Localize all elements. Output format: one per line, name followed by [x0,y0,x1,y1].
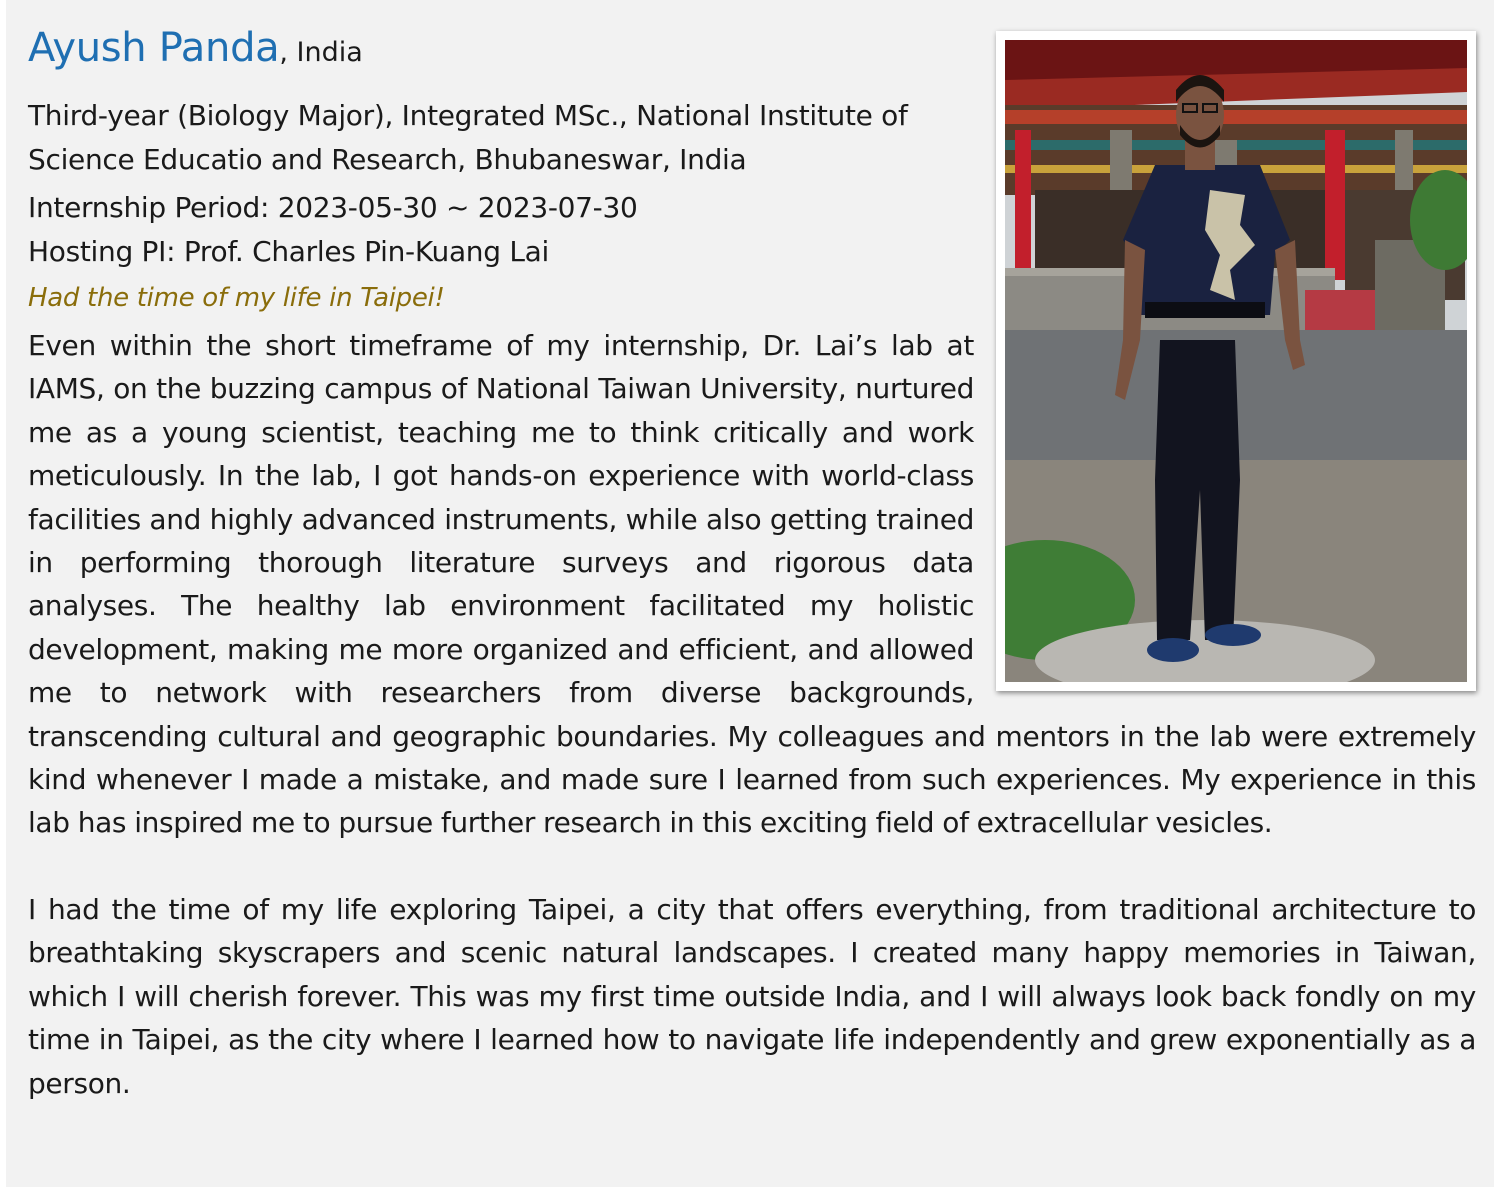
person-name: Ayush Panda [28,25,280,71]
internship-period: Internship Period: 2023-05-30 ~ 2023-07-30 [28,191,638,224]
body-paragraph: Even within the short timeframe of my internship, Dr. Lai’s lab at IAMS, on the buzzing campus of National Taiwan University, nurtured me as a young scientist, teaching me to think critically and work meticulously. In the lab, I got hands-on experience with world-class facilities and highly advanced instruments, while also getting trained in performing thorough literature surveys and rigorous data analyses. The healthy lab environment facilitated my holistic development, making me more organized and efficient, and allowed me to network with researchers from diverse backgrounds, transcending cultural and geographic boundaries. My colleagues and mentors in the lab were extremely kind whenever I made a mistake, and made sure I learned from such experiences. My experience in this lab has inspired me to pursue further research in this exciting field of extracellular vesicles. [28,329,1476,840]
affiliation-text: Third-year (Biology Major), Integrated MSc., National Institute of Science Educatio and Research, Bhubaneswar, India [28,99,908,176]
portrait-photo-frame [996,31,1476,691]
tagline: Had the time of my life in Taipei! [28,283,445,313]
person-country: , India [279,37,363,68]
profile-card [6,0,1494,1187]
hosting-pi: Hosting PI: Prof. Charles Pin-Kuang Lai [28,235,549,268]
body-paragraph: I had the time of my life exploring Taipei, a city that offers everything, from traditional architecture to breathtaking skyscrapers and scenic natural landscapes. I created many happy memories in Taiwan, which I will cherish forever. This was my first time outside India, and I will always look back fondly on my time in Taipei, as the city where I learned how to navigate life independently and grew exponentially as a person. [28,892,1476,1100]
portrait-photo [1005,40,1467,682]
